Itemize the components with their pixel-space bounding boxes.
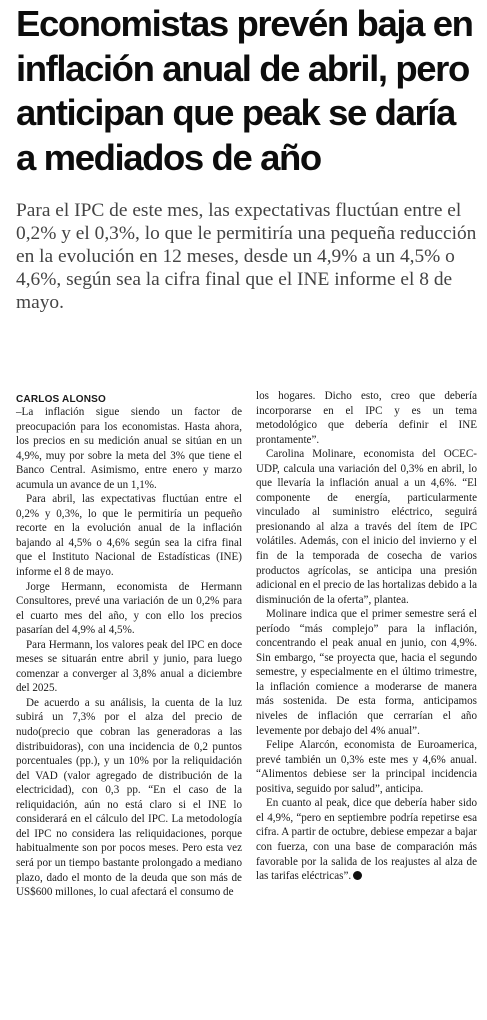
body-paragraph: Molinare indica que el primer semestre será el período “más complejo” para la inflación, concentrando el peak anual en junio, con 4,9%. Sin embargo, “se proyecta que, hacia el segundo semestre, y especialmente en el último trimestre, la inflación comience a moderarse de manera más sostenida. De esta forma, anticipamos niveles de inflación que cerrarían el año levemente por debajo del 4% anual”. (256, 608, 477, 737)
body-paragraph: Felipe Alarcón, economista de Euroamerica, prevé también un 0,3% este mes y 4,6% anual. “Alimentos debiese ser la principal incidencia positiva, seguido por salud”, anticipa. (256, 739, 477, 795)
body-paragraph: Carolina Molinare, economista del OCEC-UDP, calcula una variación del 0,3% en abril, lo que llevaría la inflación anual a un 4,6%. “El componente de energía, particularmente vinculado al suministro eléctrico, seguirá presionando al alza a través del ítem de IPC volátiles. Además, con el inicio del invierno y el fin de la temporada de cosecha de varios productos agrícolas, se anticipa una presión adicional en el precio de las hortalizas debido a la disminución de la oferta”, plantea. (256, 448, 477, 606)
body-paragraph: Jorge Hermann, economista de Hermann Consultores, prevé una variación de un 0,2% para el cuarto mes del año, y con ello los precios pasarían del 4,9% al 4,5%. (16, 580, 242, 637)
lead-paragraph: Para el IPC de este mes, las expectativas fluctúan entre el 0,2% y el 0,3%, lo que le permitiría una pequeña reducción en la evolución en 12 meses, desde un 4,9% a un 4,5% o 4,6%, según sea la cifra final que el INE informe el 8 de mayo. (16, 200, 477, 313)
last-paragraph-text: En cuanto al peak, dice que debería haber sido el 4,9%, “pero en septiembre podría repetirse esa cifra. A partir de octubre, debiese empezar a bajar con fuerza, con una base de comparación más favorable por la salida de los reajustes al alza de las tarifas eléctricas”. (256, 797, 477, 883)
body-paragraph: –La inflación sigue siendo un factor de preocupación para los economistas. Hasta ahora, los precios en su medición anual se sitúan en un 4,9%, muy por sobre la meta del 3% que tiene el Banco Central. Asimismo, entre enero y marzo acumula un avance de un 1,1%. (16, 406, 242, 491)
headline: Economistas prevén baja en inflación anual de abril, pero anticipan que peak se daría a mediados de año (16, 3, 473, 178)
body-paragraph: los hogares. Dicho esto, creo que debería incorporarse en el IPC y es un tema metodológico que debería definir el INE prontamente”. (256, 390, 477, 446)
body-column-left (16, 405, 242, 900)
body-column-right (256, 389, 477, 884)
end-of-article-icon (353, 871, 362, 880)
author-byline: CARLOS ALONSO (16, 394, 107, 405)
body-paragraph: De acuerdo a su análisis, la cuenta de la luz subirá un 7,3% por el alza del precio de nudo(precio que cobran las generadoras a las distribuidoras), con una incidencia de 0,2 puntos porcentuales (pp.), y un 10% por la reliquidación del VAD (valor agregado de distribución de la electricidad), con 0,3 pp. “En el caso de la reliquidación, aún no está claro si el INE lo considerará en el cálculo del IPC. La metodología del IPC no considera las reliquidaciones, porque habitualmente son por pocos meses. Pero esta vez será por un tiempo bastante prolongado a mediano plazo, dado el monto de la deuda que son más de US$600 millones, lo cual afectará el consumo de (16, 696, 242, 899)
body-paragraph-last (256, 796, 477, 883)
body-paragraph: Para abril, las expectativas fluctúan entre el 0,2% y 0,3%, lo que le permitiría un pequeño recorte en la evolución anual de la inflación bajando al 4,5% o 4,6% según sea la cifra final que el Instituto Nacional de Estadísticas (INE) informe el 8 de mayo. (16, 493, 242, 579)
body-paragraph: Para Hermann, los valores peak del IPC en doce meses se situarán entre abril y junio, para luego comenzar a converger al 3,8% anual a diciembre del 2025. (16, 638, 242, 695)
